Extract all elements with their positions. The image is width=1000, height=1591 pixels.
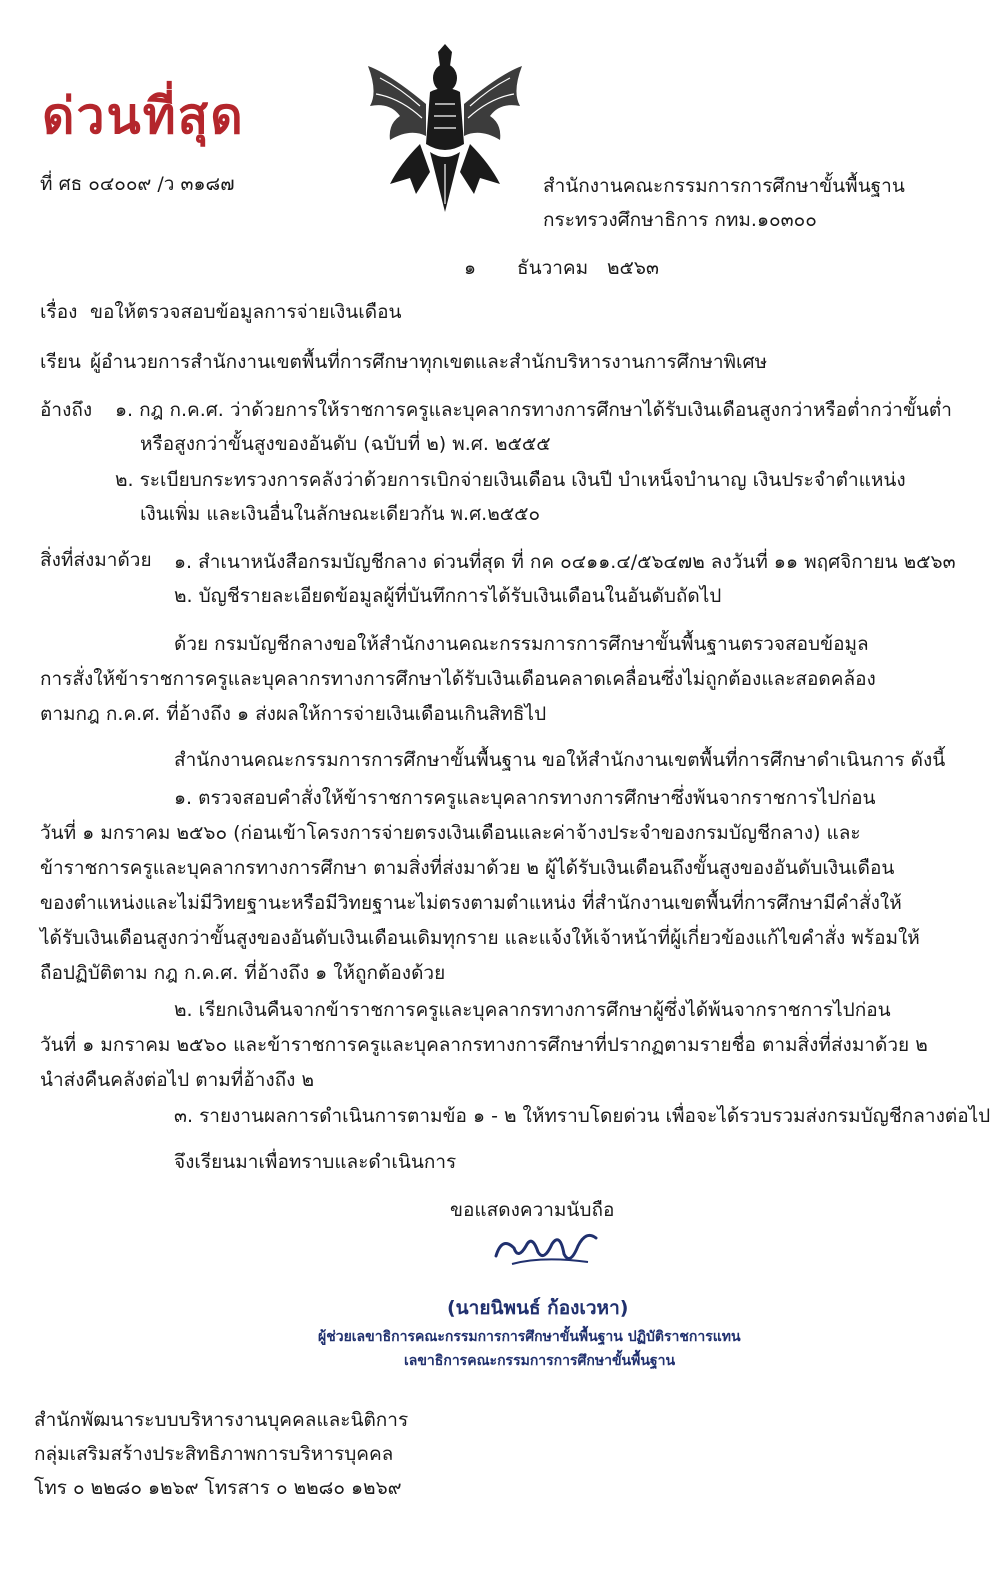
urgency-stamp: ด่วนที่สุด	[42, 87, 245, 145]
footer-contact: โทร ๐ ๒๒๘๐ ๑๒๖๙ โทรสาร ๐ ๒๒๘๐ ๑๒๖๙	[34, 1477, 402, 1499]
action-item-1-line1: ๑. ตรวจสอบคำสั่งให้ข้าราชการครูและบุคลากรทางการศึกษาซึ่งพ้นจากราชการไปก่อน	[174, 787, 876, 809]
reference-item-2: ๒. ระเบียบกระทรวงการคลังว่าด้วยการเบิกจ่ายเงินเดือน เงินปี บำเหน็จบำนาญ เงินประจำตำแหน่ง	[115, 469, 906, 491]
body-para1-line3: ตามกฎ ก.ค.ศ. ที่อ้างถึง ๑ ส่งผลให้การจ่ายเงินเดือนเกินสิทธิไป	[40, 703, 547, 725]
sender-address: กระทรวงศึกษาธิการ กทม.๑๐๓๐๐	[543, 209, 817, 231]
date-year: ๒๕๖๓	[607, 257, 659, 279]
action-item-3: ๓. รายงานผลการดำเนินการตามข้อ ๑ - ๒ ให้ทราบโดยด่วน เพื่อจะได้รวบรวมส่งกรมบัญชีกลางต่อไป	[174, 1105, 991, 1127]
reference-item-1-cont: หรือสูงกว่าขั้นสูงของอันดับ (ฉบับที่ ๒) พ.ศ. ๒๕๕๕	[140, 433, 551, 455]
regards-line: ขอแสดงความนับถือ	[450, 1199, 615, 1221]
enclosure-item-2: ๒. บัญชีรายละเอียดข้อมูลผู้ที่บันทึกการได้รับเงินเดือนในอันดับถัดไป	[174, 585, 722, 607]
action-item-1-line4: ของตำแหน่งและไม่มีวิทยฐานะหรือมีวิทยฐานะไม่ตรงตามตำแหน่ง ที่สำนักงานเขตพื้นที่การศึกษามีคำสั่งให้	[40, 892, 902, 914]
date-month: ธันวาคม	[517, 257, 589, 279]
action-item-1-line2: วันที่ ๑ มกราคม ๒๕๖๐ (ก่อนเข้าโครงการจ่ายตรงเงินเดือนและค่าจ้างประจำของกรมบัญชีกลาง) และ	[40, 822, 861, 844]
sender-org: สำนักงานคณะกรรมการการศึกษาขั้นพื้นฐาน	[543, 175, 905, 197]
enclosure-item-1: ๑. สำเนาหนังสือกรมบัญชีกลาง ด่วนที่สุด ที่ กค ๐๔๑๑.๔/๕๖๔๗๒ ลงวันที่ ๑๑ พฤศจิกายน ๒๕๖๓	[174, 551, 956, 573]
addressee-label: เรียน	[40, 351, 81, 373]
subject-label: เรื่อง	[40, 301, 78, 323]
reference-item-2-cont: เงินเพิ่ม และเงินอื่นในลักษณะเดียวกัน พ.ศ.๒๕๕๐	[140, 503, 541, 525]
document-number: ที่ ศธ ๐๔๐๐๙ /ว ๓๑๘๗	[40, 173, 235, 195]
footer-department: สำนักพัฒนาระบบบริหารงานบุคคลและนิติการ	[34, 1409, 409, 1431]
body-para1-line1: ด้วย กรมบัญชีกลางขอให้สำนักงานคณะกรรมการการศึกษาขั้นพื้นฐานตรวจสอบข้อมูล	[174, 633, 869, 655]
closing-line: จึงเรียนมาเพื่อทราบและดำเนินการ	[174, 1151, 457, 1173]
subject-text: ขอให้ตรวจสอบข้อมูลการจ่ายเงินเดือน	[90, 301, 402, 323]
action-item-1-line3: ข้าราชการครูและบุคลากรทางการศึกษา ตามสิ่งที่ส่งมาด้วย ๒ ผู้ได้รับเงินเดือนถึงขั้นสูงของอันดับเงินเดือน	[40, 857, 895, 879]
action-item-1-line5: ได้รับเงินเดือนสูงกว่าขั้นสูงของอันดับเงินเดือนเดิมทุกราย และแจ้งให้เจ้าหน้าที่ผู้เกี่ยวข้องแก้ไขคำสั่ง พร้อมให้	[40, 927, 920, 949]
references-label: อ้างถึง	[40, 399, 93, 421]
date-day: ๑	[464, 257, 477, 279]
garuda-emblem-icon	[360, 44, 530, 214]
action-item-1-line6: ถือปฏิบัติตาม กฎ ก.ค.ศ. ที่อ้างถึง ๑ ให้ถูกต้องด้วย	[40, 962, 446, 984]
action-item-2-line1: ๒. เรียกเงินคืนจากข้าราชการครูและบุคลากรทางการศึกษาผู้ซึ่งได้พ้นจากราชการไปก่อน	[174, 999, 891, 1021]
action-item-2-line2: วันที่ ๑ มกราคม ๒๕๖๐ และข้าราชการครูและบุคลากรทางการศึกษาที่ปรากฏตามรายชื่อ ตามสิ่งที่ส่งมาด้วย ๒	[40, 1034, 928, 1056]
footer-group: กลุ่มเสริมสร้างประสิทธิภาพการบริหารบุคคล	[34, 1443, 394, 1465]
body-para2: สำนักงานคณะกรรมการการศึกษาขั้นพื้นฐาน ขอให้สำนักงานเขตพื้นที่การศึกษาดำเนินการ ดังนี้	[174, 749, 946, 771]
enclosures-label: สิ่งที่ส่งมาด้วย	[40, 549, 152, 571]
signatory-title-1: ผู้ช่วยเลขาธิการคณะกรรมการการศึกษาขั้นพื้นฐาน ปฏิบัติราชการแทน	[318, 1329, 741, 1345]
action-item-2-line3: นำส่งคืนคลังต่อไป ตามที่อ้างถึง ๒	[40, 1069, 315, 1091]
signatory-name: (นายนิพนธ์ ก้องเวหา)	[447, 1297, 629, 1319]
addressee-text: ผู้อำนวยการสำนักงานเขตพื้นที่การศึกษาทุกเขตและสำนักบริหารงานการศึกษาพิเศษ	[90, 351, 768, 373]
handwritten-signature-icon	[492, 1226, 602, 1272]
reference-item-1: ๑. กฎ ก.ค.ศ. ว่าด้วยการให้ราชการครูและบุคลากรทางการศึกษาได้รับเงินเดือนสูงกว่าหรือต่ำกว่าขั้นต่ำ	[115, 399, 952, 421]
body-para1-line2: การสั่งให้ข้าราชการครูและบุคลากรทางการศึกษาได้รับเงินเดือนคลาดเคลื่อนซึ่งไม่ถูกต้องและสอดคล้อง	[40, 668, 876, 690]
signatory-title-2: เลขาธิการคณะกรรมการการศึกษาขั้นพื้นฐาน	[404, 1353, 676, 1369]
